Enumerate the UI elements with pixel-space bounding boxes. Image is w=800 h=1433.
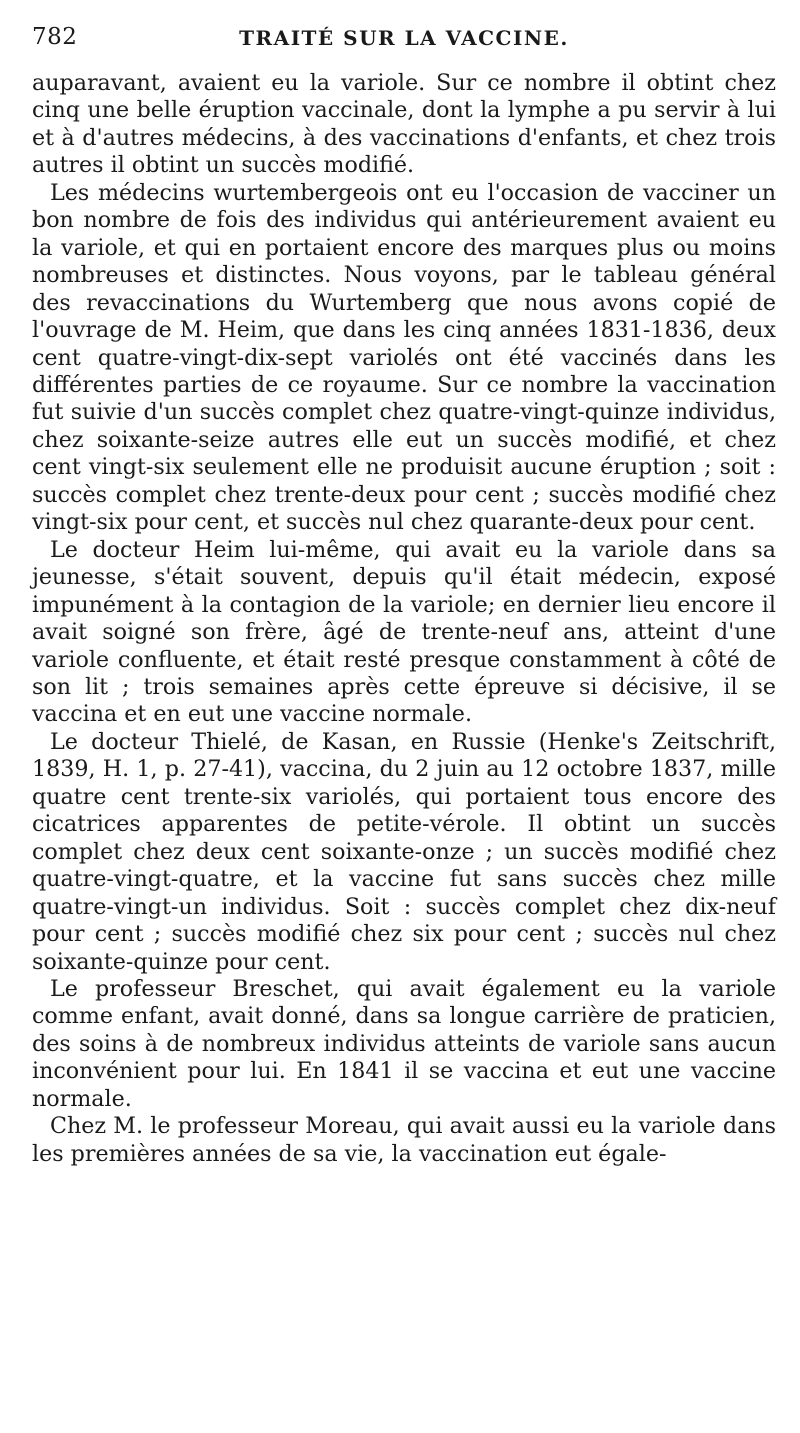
running-head (32, 24, 776, 64)
paragraph-breschet: Le professeur Breschet, qui avait également eu la variole comme enfant, avait donné, dans sa longue carrière de praticien, des soins à de nombreux individus atteints de variole sans aucun inconvénient pour lui. En 1841 il se vaccina et eut une vaccine normale. (32, 975, 776, 1112)
paragraph-continued: auparavant, avaient eu la variole. Sur ce nombre il obtint chez cinq une belle éruption vaccinale, dont la lymphe a pu servir à lui et à d'autres médecins, à des vaccinations d'enfants, et chez trois autres il obtint un succès modifié. (32, 70, 776, 179)
paragraph-moreau: Chez M. le professeur Moreau, qui avait aussi eu la variole dans les premières années de sa vie, la vaccination eut égale- (32, 1113, 776, 1167)
paragraph-heim: Le docteur Heim lui-même, qui avait eu la variole dans sa jeunesse, s'était souvent, depuis qu'il était médecin, exposé impunément à la contagion de la variole; en dernier lieu encore il avait soigné son frère, âgé de trente-neuf ans, atteint d'une variole confluente, et était resté presque constamment à côté de son lit ; trois semaines après cette épreuve si décisive, il se vaccina et en eut une vaccine normale. (32, 536, 776, 728)
document-page (32, 24, 776, 1168)
paragraph-thiele: Le docteur Thielé, de Kasan, en Russie (Henke's Zeitschrift, 1839, H. 1, p. 27-41), vaccina, du 2 juin au 12 octobre 1837, mille quatre cent trente-six variolés, qui portaient tous encore des cicatrices apparentes de petite-vérole. Il obtint un succès complet chez deux cent soixante-onze ; un succès modifié chez quatre-vingt-quatre, et la vaccine fut sans succès chez mille quatre-vingt-un individus. Soit : succès complet chez dix-neuf pour cent ; succès modifié chez six pour cent ; succès nul chez soixante-quinze pour cent. (32, 728, 776, 975)
page-number: 782 (32, 24, 78, 50)
running-title: TRAITÉ SUR LA VACCINE. (239, 26, 569, 50)
body-text (32, 70, 776, 1168)
paragraph-wurtemberg: Les médecins wurtembergeois ont eu l'occasion de vacciner un bon nombre de fois des individus qui antérieurement avaient eu la variole, et qui en portaient encore des marques plus ou moins nombreuses et distinctes. Nous voyons, par le tableau général des revaccinations du Wurtemberg que nous avons copié de l'ouvrage de M. Heim, que dans les cinq années 1831-1836, deux cent quatre-vingt-dix-sept variolés ont été vaccinés dans les différentes parties de ce royaume. Sur ce nombre la vaccination fut suivie d'un succès complet chez quatre-vingt-quinze individus, chez soixante-seize autres elle eut un succès modifié, et chez cent vingt-six seulement elle ne produisit aucune éruption ; soit : succès complet chez trente-deux pour cent ; succès modifié chez vingt-six pour cent, et succès nul chez quarante-deux pour cent. (32, 179, 776, 536)
